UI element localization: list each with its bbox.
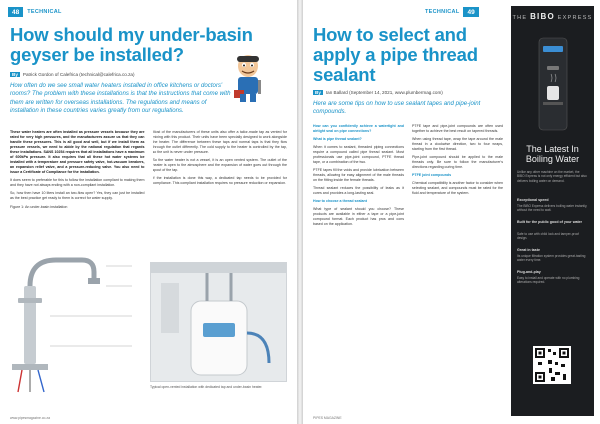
ad-body-text: The BIBO Express delivers boiling water instantly, without the need to wait. <box>517 204 588 213</box>
section-label-left: TECHNICAL <box>27 9 62 15</box>
section-tab-left <box>8 7 66 17</box>
qr-code-icon <box>533 346 571 384</box>
headline-line: How to select and <box>313 24 467 45</box>
figure-label: Figure 1: An under-basin installation <box>10 205 68 209</box>
column-right-2 <box>412 124 503 412</box>
ad-subheading: Built for the public good of your water <box>517 220 583 224</box>
ad-subheading: Plug-and-play <box>517 270 541 274</box>
article-body-right <box>313 124 503 412</box>
ad-title <box>511 144 594 164</box>
article-intro-left: How often do we see small water heaters installed in office kitchens or doctors' rooms? The problem with these installations is that the instructions that come with them are written for overseas installations. The regulations and means of installation in these countries varies greatly from our regulations. <box>10 82 231 115</box>
ad-title-line: The Latest In <box>526 144 579 154</box>
ad-subheading: Great in taste <box>517 248 540 252</box>
ad-title-line: Boiling Water <box>525 154 580 164</box>
byline-by-badge: By <box>315 90 321 95</box>
right-page <box>303 0 600 424</box>
subheading: What is pipe thread sealant? <box>313 137 362 141</box>
ad-body-text: Easy to install and operate with no plumbing alterations required. <box>517 276 580 285</box>
paragraph: So the water heater is not a vessel, it is an open vented system. The outlet of the heater is open to the atmosphere and the expansion of water goes out through the spout of the tap. <box>152 158 287 172</box>
headline-line: How should my under-basin <box>10 24 253 45</box>
tap-diagram-figure <box>10 246 144 396</box>
article-headline-left <box>10 25 253 65</box>
photo-caption: Typical open-vented installation with dedicated tap and under-basin heater. <box>150 385 263 389</box>
headline-line: sealant <box>313 64 376 85</box>
ad-body-text: Unlike any other machine on the market, the BIBO Express is not only energy efficient but also delivers boiling water on demand. <box>517 170 587 183</box>
paragraph: What type of sealant should you choose? These products are available in either a tape or a pipe-joint compound format. Each product has pros and cons based on the application. <box>313 207 404 226</box>
paragraph: These water heaters are often installed as pressure vessels because they are rated for very high pressures, and the manufacturers assure us that they can handle these pressures. This is all good and well, but if we install them as pressure vessels, we need to abide by the national regulation that regards these installations. SANS 10254 requires that all installations have a maximum of 600kPa pressure. It also requires that all these hot water systems be installed with a temperature and pressure safety valve, hot-vacuum breakers, an expansion relief valve, and a pressure-reducing valve. You also need to issue a Certificate of Compliance for the installation. <box>10 130 145 174</box>
ad-body-text: Its unique filtration system provides great-tasting water every time. <box>517 254 586 263</box>
ad-body-text: Safe to use with child lock and tamper-proof design. <box>517 232 580 241</box>
byline-left <box>10 72 135 77</box>
headline-line: apply a pipe thread <box>313 44 478 65</box>
page-number-right: 49 <box>463 7 478 17</box>
footer-right: PIPES MAGAZINE <box>313 416 342 420</box>
paragraph: It does seem to preferable for this to follow the installation compliant to making them and they have not always ending with a non-compliant installation. <box>10 178 145 187</box>
article-intro-right: Here are some tips on how to use sealant tapes and pipe-joint compounds. <box>313 100 481 116</box>
left-page <box>0 0 297 424</box>
ad-subheading: Exceptional speed <box>517 198 549 202</box>
tap-diagram-icon <box>10 246 144 396</box>
headline-line: geyser be installed? <box>10 44 184 65</box>
bibo-machine-icon <box>529 32 577 136</box>
page-number-left: 48 <box>8 7 23 17</box>
paragraph: So, how then have 10 liters install an two-flow open? Yes, they can just be installed as the best practice get ready to them is correct for water supply. <box>10 191 145 200</box>
logo-brand: BIBO <box>530 12 555 21</box>
byline-by-badge: By <box>12 72 18 77</box>
paragraph: If the installation is done this way, a dedicated tap needs to be provided for compliance. This compliant installation requires no pressure reduction or expansion. <box>152 176 287 185</box>
paragraph: Pipe-joint compound should be applied to the male threads only. Be sure to follow the manufacturer's directions regarding curing time. <box>412 155 503 169</box>
bibo-advertisement <box>511 6 594 416</box>
paragraph: PTFE tapes fill the voids and provide lubrication between threads, allowing for easy alignment of the male threads on the fitting inside the female threads. <box>313 168 404 182</box>
section-tab-right <box>421 7 479 17</box>
article-headline-right <box>313 25 478 85</box>
footer-left: www.pipesmagazine.co.za <box>10 416 50 420</box>
paragraph: Most of the manufacturers of these units also offer a tailor-made tap as vented for mixing with this product. Their units have been specially designed to work alongside the heater. The difference between these taps and normal taps is that they flow through the outlet differently. The cold supply to the heater is controlled by the tap, so the unit is never under pressure. <box>152 130 287 154</box>
byline-text: Patrick Gordon of Calefrica (technical@calefrica.co.za) <box>22 72 135 77</box>
geyser-photo-icon <box>151 263 287 382</box>
logo-suffix: EXPRESS <box>557 15 593 21</box>
section-label-right: TECHNICAL <box>425 9 460 15</box>
paragraph: When it comes to sealant, threaded piping connections require a compound called pipe thread sealant. Most professionals use pipe-joint compound, PTFE thread tape, or a combination of the two. <box>313 145 404 164</box>
under-basin-geyser-photo <box>150 262 287 382</box>
column-right-1 <box>313 124 404 412</box>
plumber-mascot-icon <box>228 52 268 104</box>
logo-prefix: THE <box>512 15 528 21</box>
byline-right <box>313 90 443 95</box>
paragraph: PTFE tape and pipe-joint compounds are often used together to achieve the best result on tapered threads. <box>412 124 503 133</box>
paragraph: When using thread tape, wrap the tape around the male thread in a clockwise direction, two to four wraps, starting from the first thread. <box>412 137 503 151</box>
subheading: How can you confidently achieve a watertight and airtight seal on pipe connections? <box>313 124 404 133</box>
subheading: How to choose a thread sealant <box>313 199 367 203</box>
paragraph: Thread sealant reduces the possibility of leaks as it cures and provides a long-lasting seal. <box>313 186 404 195</box>
subheading: PTFE joint compounds <box>412 173 452 177</box>
byline-text: Ian Ballard (September 14, 2021, www.plumbermag.com) <box>325 90 443 95</box>
bibo-logo <box>511 12 594 21</box>
paragraph: Chemical compatibility is another factor to consider when selecting sealant, and compounds must be rated for the fluid and temperature of the system. <box>412 181 503 195</box>
